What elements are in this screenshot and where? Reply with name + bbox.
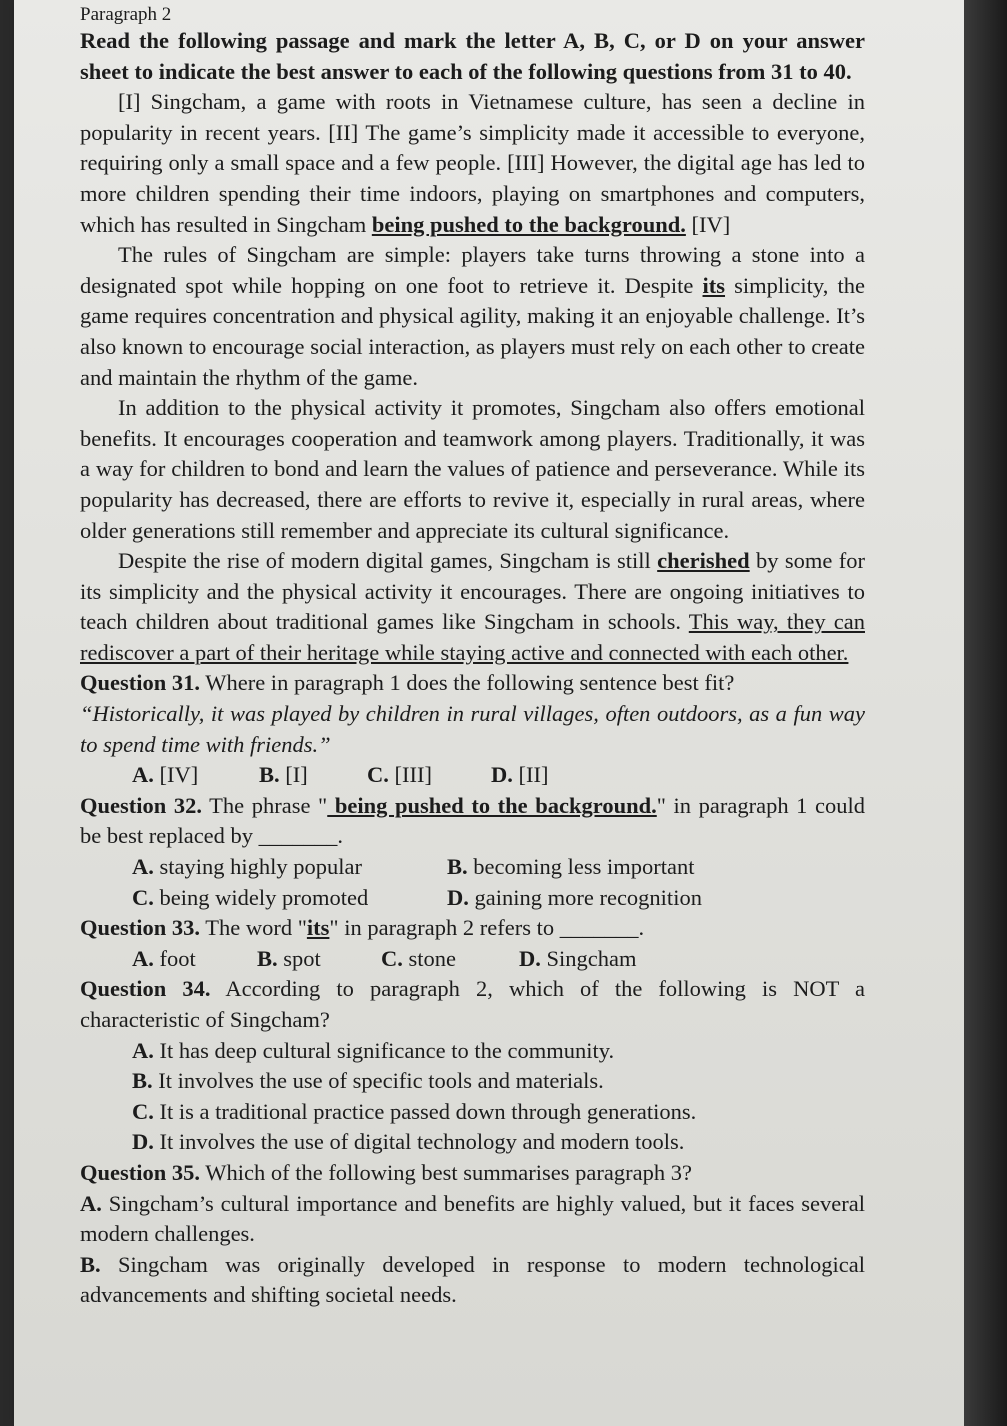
underlined-sentence: This way, they can rediscover a part of their heritage while staying active and connected with each other.	[80, 609, 865, 665]
paragraph-label: Paragraph 2	[80, 4, 172, 25]
question-31: Question 31. Where in paragraph 1 does the following sentence best fit?	[80, 670, 735, 696]
document-content	[80, 4, 865, 1311]
passage-paragraph-1: [I] Singcham, a game with roots in Vietnamese culture, has seen a decline in popularity in recent years. [II] The game’s simplicity made it accessible to everyone, requiring only a small space and a few people. [III] However, the digital age has led to more children spending their time indoors, playing on smartphones and computers, which has resulted in Singcham being pushed to the background. [IV]	[80, 89, 865, 237]
option-c: C. It is a traditional practice passed down through generations.	[132, 1098, 697, 1124]
question-35: Question 35. Which of the following best summarises paragraph 3?	[80, 1159, 692, 1185]
option-d: D. [II]	[491, 762, 549, 788]
question-33-options	[80, 944, 865, 975]
underlined-word-cherished: cherished	[657, 548, 750, 574]
underlined-phrase: being pushed to the background.	[371, 211, 686, 237]
option-b: B. Singcham was originally developed in response to modern technological advancements and shifting societal needs.	[80, 1251, 865, 1308]
option-a: A. staying highly popular	[132, 854, 362, 880]
option-b: B. spot	[257, 945, 321, 971]
option-d: D. Singcham	[519, 945, 637, 971]
question-33: Question 33. The word "its" in paragraph 2 refers to _______.	[80, 915, 645, 941]
option-b: B. It involves the use of specific tools and materials.	[132, 1068, 604, 1094]
option-b: B. becoming less important	[447, 854, 695, 880]
passage-paragraph-2: The rules of Singcham are simple: players take turns throwing a stone into a designated spot while hopping on one foot to retrieve it. Despite its simplicity, the game requires concentration and physical agility, making it an enjoyable challenge. It’s also known to encourage social interaction, as players must rely on each other to create and maintain the rhythm of the game.	[80, 242, 865, 390]
dark-edge	[964, 0, 1007, 1426]
question-31-options	[80, 760, 865, 791]
question-31-quote: “Historically, it was played by children in rural villages, often outdoors, as a fun way to spend time with friends.”	[80, 701, 865, 757]
option-c: C. [III]	[367, 762, 432, 788]
instructions: Read the following passage and mark the letter A, B, C, or D on your answer sheet to indicate the best answer to each of the following questions from 31 to 40.	[80, 28, 865, 84]
option-d: D. gaining more recognition	[447, 884, 702, 910]
question-32: Question 32. The phrase " being pushed to the background." in paragraph 1 could be best replaced by _______.	[80, 792, 865, 849]
option-a: A. It has deep cultural significance to the community.	[132, 1037, 615, 1063]
option-c: C. being widely promoted	[132, 884, 369, 910]
option-a: A. [IV]	[132, 762, 199, 788]
passage-paragraph-3: In addition to the physical activity it promotes, Singcham also offers emotional benefits. It encourages cooperation and teamwork among players. Traditionally, it was a way for children to bond and learn the values of patience and perseverance. While its popularity has decreased, there are efforts to revive it, especially in rural areas, where older generations still remember and appreciate its cultural significance.	[80, 395, 865, 543]
underlined-word-its: its	[702, 272, 726, 298]
option-a: A. foot	[132, 945, 196, 971]
option-c: C. stone	[381, 945, 456, 971]
question-34: Question 34. According to paragraph 2, which of the following is NOT a characteristic of Singcham?	[80, 976, 866, 1032]
option-b: B. [I]	[259, 762, 308, 788]
option-a: A. Singcham’s cultural importance and benefits are highly valued, but it faces several modern challenges.	[80, 1190, 865, 1247]
question-32-options	[80, 852, 865, 913]
option-d: D. It involves the use of digital technology and modern tools.	[132, 1129, 685, 1155]
passage-paragraph-4: Despite the rise of modern digital games, Singcham is still cherished by some for its simplicity and the physical activity it encourages. There are ongoing initiatives to teach children about traditional games like Singcham in schools. This way, they can rediscover a part of their heritage while staying active and connected with each other.	[80, 548, 865, 665]
